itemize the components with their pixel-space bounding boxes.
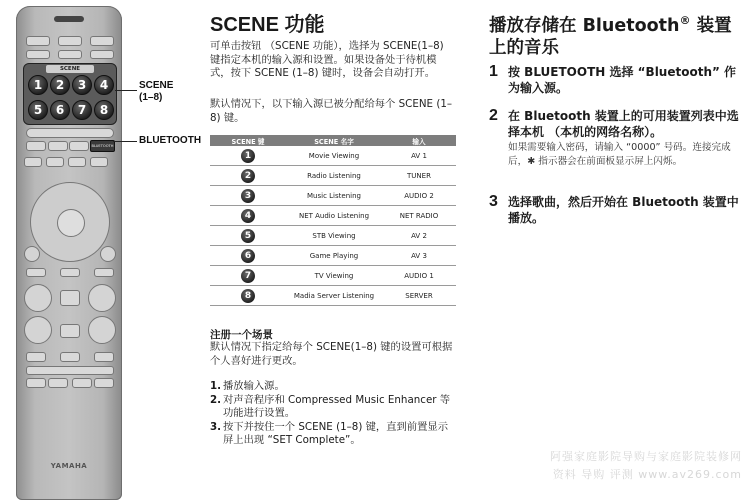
scene-input-cell: SERVER	[382, 286, 456, 306]
scene-panel-label: SCENE	[46, 65, 94, 73]
remote-button	[26, 36, 50, 46]
remote-button	[24, 157, 42, 167]
step-number: 2	[489, 107, 498, 124]
table-row	[210, 186, 456, 206]
remote-button	[60, 352, 80, 362]
watermark-line-1: 阿强家庭影院导购与家庭影院装修网	[550, 450, 742, 463]
scene-key-5: 5	[28, 100, 48, 120]
step-number: 3	[489, 193, 498, 210]
bluetooth-step-3	[489, 194, 739, 226]
scene-key-3: 3	[72, 75, 92, 95]
remote-button	[94, 268, 114, 277]
list-item	[210, 421, 458, 448]
remote-button	[26, 352, 46, 362]
remote-button	[26, 50, 50, 59]
scene-input-cell: AV 3	[382, 246, 456, 266]
scene-name-cell: Radio Listening	[286, 166, 382, 186]
scene-callout	[139, 80, 173, 104]
scene-number-badge: 7	[241, 269, 255, 283]
scene-number-badge: 1	[241, 149, 255, 163]
scene-name-cell: STB Viewing	[286, 226, 382, 246]
remote-button	[26, 268, 46, 277]
scene-key-7: 7	[72, 100, 92, 120]
bluetooth-callout: BLUETOOTH	[139, 135, 202, 146]
remote-button	[26, 378, 46, 388]
list-item	[210, 394, 458, 421]
scene-callout-label: SCENE	[139, 80, 174, 91]
step-text: 按下并按住一个 SCENE (1–8) 键，直到前置显示屏上出现 “SET Complete”。	[223, 420, 448, 447]
scene-key-cell	[210, 166, 286, 186]
scene-number-badge: 5	[241, 229, 255, 243]
scene-key-8: 8	[94, 100, 114, 120]
table-row	[210, 166, 456, 186]
bluetooth-key: BLUETOOTH	[90, 140, 115, 152]
remote-button	[90, 36, 114, 46]
scene-key-cell	[210, 226, 286, 246]
table-row	[210, 246, 456, 266]
remote-button	[60, 290, 80, 306]
registered-mark: ®	[679, 14, 691, 27]
remote-button	[90, 50, 114, 59]
scene-name-cell: Game Playing	[286, 246, 382, 266]
table-header: SCENE 名字	[286, 135, 382, 146]
scene-callout-range: (1–8)	[139, 92, 163, 103]
remote-control-illustration	[16, 6, 122, 500]
scene-input-cell: AV 1	[382, 146, 456, 166]
scene-key-cell	[210, 206, 286, 226]
scene-key-cell	[210, 286, 286, 306]
brand-logo: YAMAHA	[50, 462, 88, 470]
help-icon	[100, 246, 116, 262]
register-steps-list	[210, 380, 458, 448]
scene-name-cell: Movie Viewing	[286, 146, 382, 166]
table-header: SCENE 键	[210, 135, 286, 146]
remote-button	[46, 157, 64, 167]
scene-input-cell: AUDIO 2	[382, 186, 456, 206]
bluetooth-step-1	[489, 64, 739, 96]
scene-key-cell	[210, 186, 286, 206]
scene-number-badge: 2	[241, 169, 255, 183]
scene-callout-line	[115, 90, 137, 91]
scene-number-badge: 3	[241, 189, 255, 203]
scene-intro-text: 可单击按钮 （SCENE 功能），选择为 SCENE(1–8) 键指定本机的输入源和设置。如果设备处于待机模式，按下 SCENE (1–8) 键时，设备会自动打开。	[210, 40, 444, 80]
remote-button	[58, 36, 82, 46]
bluetooth-title-part: 装置上的音乐	[489, 15, 732, 58]
step-number: 1	[489, 63, 498, 80]
table-row	[210, 266, 456, 286]
watermark-line-2: 资料 导购 评测 www.av269.com	[552, 468, 742, 481]
remote-button	[72, 378, 92, 388]
step-number: 1.	[210, 380, 222, 392]
step-number: 2.	[210, 393, 222, 406]
program-down-button	[24, 316, 52, 344]
bluetooth-step-2	[489, 108, 739, 169]
scene-key-cell	[210, 266, 286, 286]
remote-button	[68, 157, 86, 167]
remote-bar-button	[26, 366, 114, 375]
table-row	[210, 286, 456, 306]
scene-number-badge: 8	[241, 289, 255, 303]
step-subtext: 如果需要输入密码，请输入 “0000” 号码。连接完成后，✱ 指示器会在前面板显示屏上闪烁。	[508, 142, 731, 167]
scene-key-1: 1	[28, 75, 48, 95]
remote-button	[94, 378, 114, 388]
scene-key-2: 2	[50, 75, 70, 95]
remote-button	[69, 141, 89, 151]
bluetooth-title-part: 播放存储在 Bluetooth	[489, 15, 680, 36]
table-row	[210, 146, 456, 166]
scene-name-cell: Music Listening	[286, 186, 382, 206]
table-header: 输入	[382, 135, 456, 146]
scene-key-cell	[210, 246, 286, 266]
bluetooth-callout-line	[113, 141, 137, 142]
step-text: 按 BLUETOOTH 选择 “Bluetooth” 作为输入源。	[508, 65, 737, 95]
scene-input-cell: NET RADIO	[382, 206, 456, 226]
scene-key-4: 4	[94, 75, 114, 95]
remote-bar-button	[26, 128, 114, 138]
table-row	[210, 206, 456, 226]
remote-button	[94, 352, 114, 362]
remote-button	[90, 157, 108, 167]
volume-down-button	[88, 316, 116, 344]
remote-button	[26, 141, 46, 151]
return-icon	[24, 246, 40, 262]
remote-button	[60, 324, 80, 338]
remote-button	[48, 141, 68, 151]
remote-button	[48, 378, 68, 388]
table-header-row	[210, 135, 456, 146]
step-text: 在 Bluetooth 装置上的可用装置列表中选择本机 （本机的网络名称）。	[508, 109, 739, 139]
scene-input-cell: AUDIO 1	[382, 266, 456, 286]
register-scene-text: 默认情况下指定给每个 SCENE(1–8) 键的设置可根据个人喜好进行更改。	[210, 341, 453, 367]
direction-pad	[30, 182, 110, 262]
register-scene-title: 注册一个场景	[210, 329, 273, 341]
scene-input-cell: TUNER	[382, 166, 456, 186]
scene-name-cell: TV Viewing	[286, 266, 382, 286]
scene-name-cell: NET Audio Listening	[286, 206, 382, 226]
step-text: 播放输入源。	[223, 380, 285, 392]
bluetooth-section-title	[489, 10, 739, 59]
scene-input-cell: AV 2	[382, 226, 456, 246]
scene-section-title: SCENE 功能	[210, 14, 325, 36]
scene-number-badge: 4	[241, 209, 255, 223]
scene-key-cell	[210, 146, 286, 166]
remote-button	[58, 50, 82, 59]
scene-assignment-table	[210, 135, 456, 306]
program-up-button	[24, 284, 52, 312]
list-item	[210, 380, 458, 394]
volume-up-button	[88, 284, 116, 312]
scene-key-panel	[23, 63, 117, 125]
remote-button	[60, 268, 80, 277]
scene-number-badge: 6	[241, 249, 255, 263]
step-text: 对声音程序和 Compressed Music Enhancer 等功能进行设置。	[223, 393, 451, 420]
enter-button	[57, 209, 85, 237]
scene-key-6: 6	[50, 100, 70, 120]
step-text: 选择歌曲，然后开始在 Bluetooth 装置中播放。	[508, 195, 739, 225]
ir-window	[54, 16, 84, 22]
step-number: 3.	[210, 420, 222, 433]
scene-default-note: 默认情况下，以下输入源已被分配给每个 SCENE (1–8) 键。	[210, 98, 453, 124]
table-row	[210, 226, 456, 246]
scene-name-cell: Madia Server Listening	[286, 286, 382, 306]
